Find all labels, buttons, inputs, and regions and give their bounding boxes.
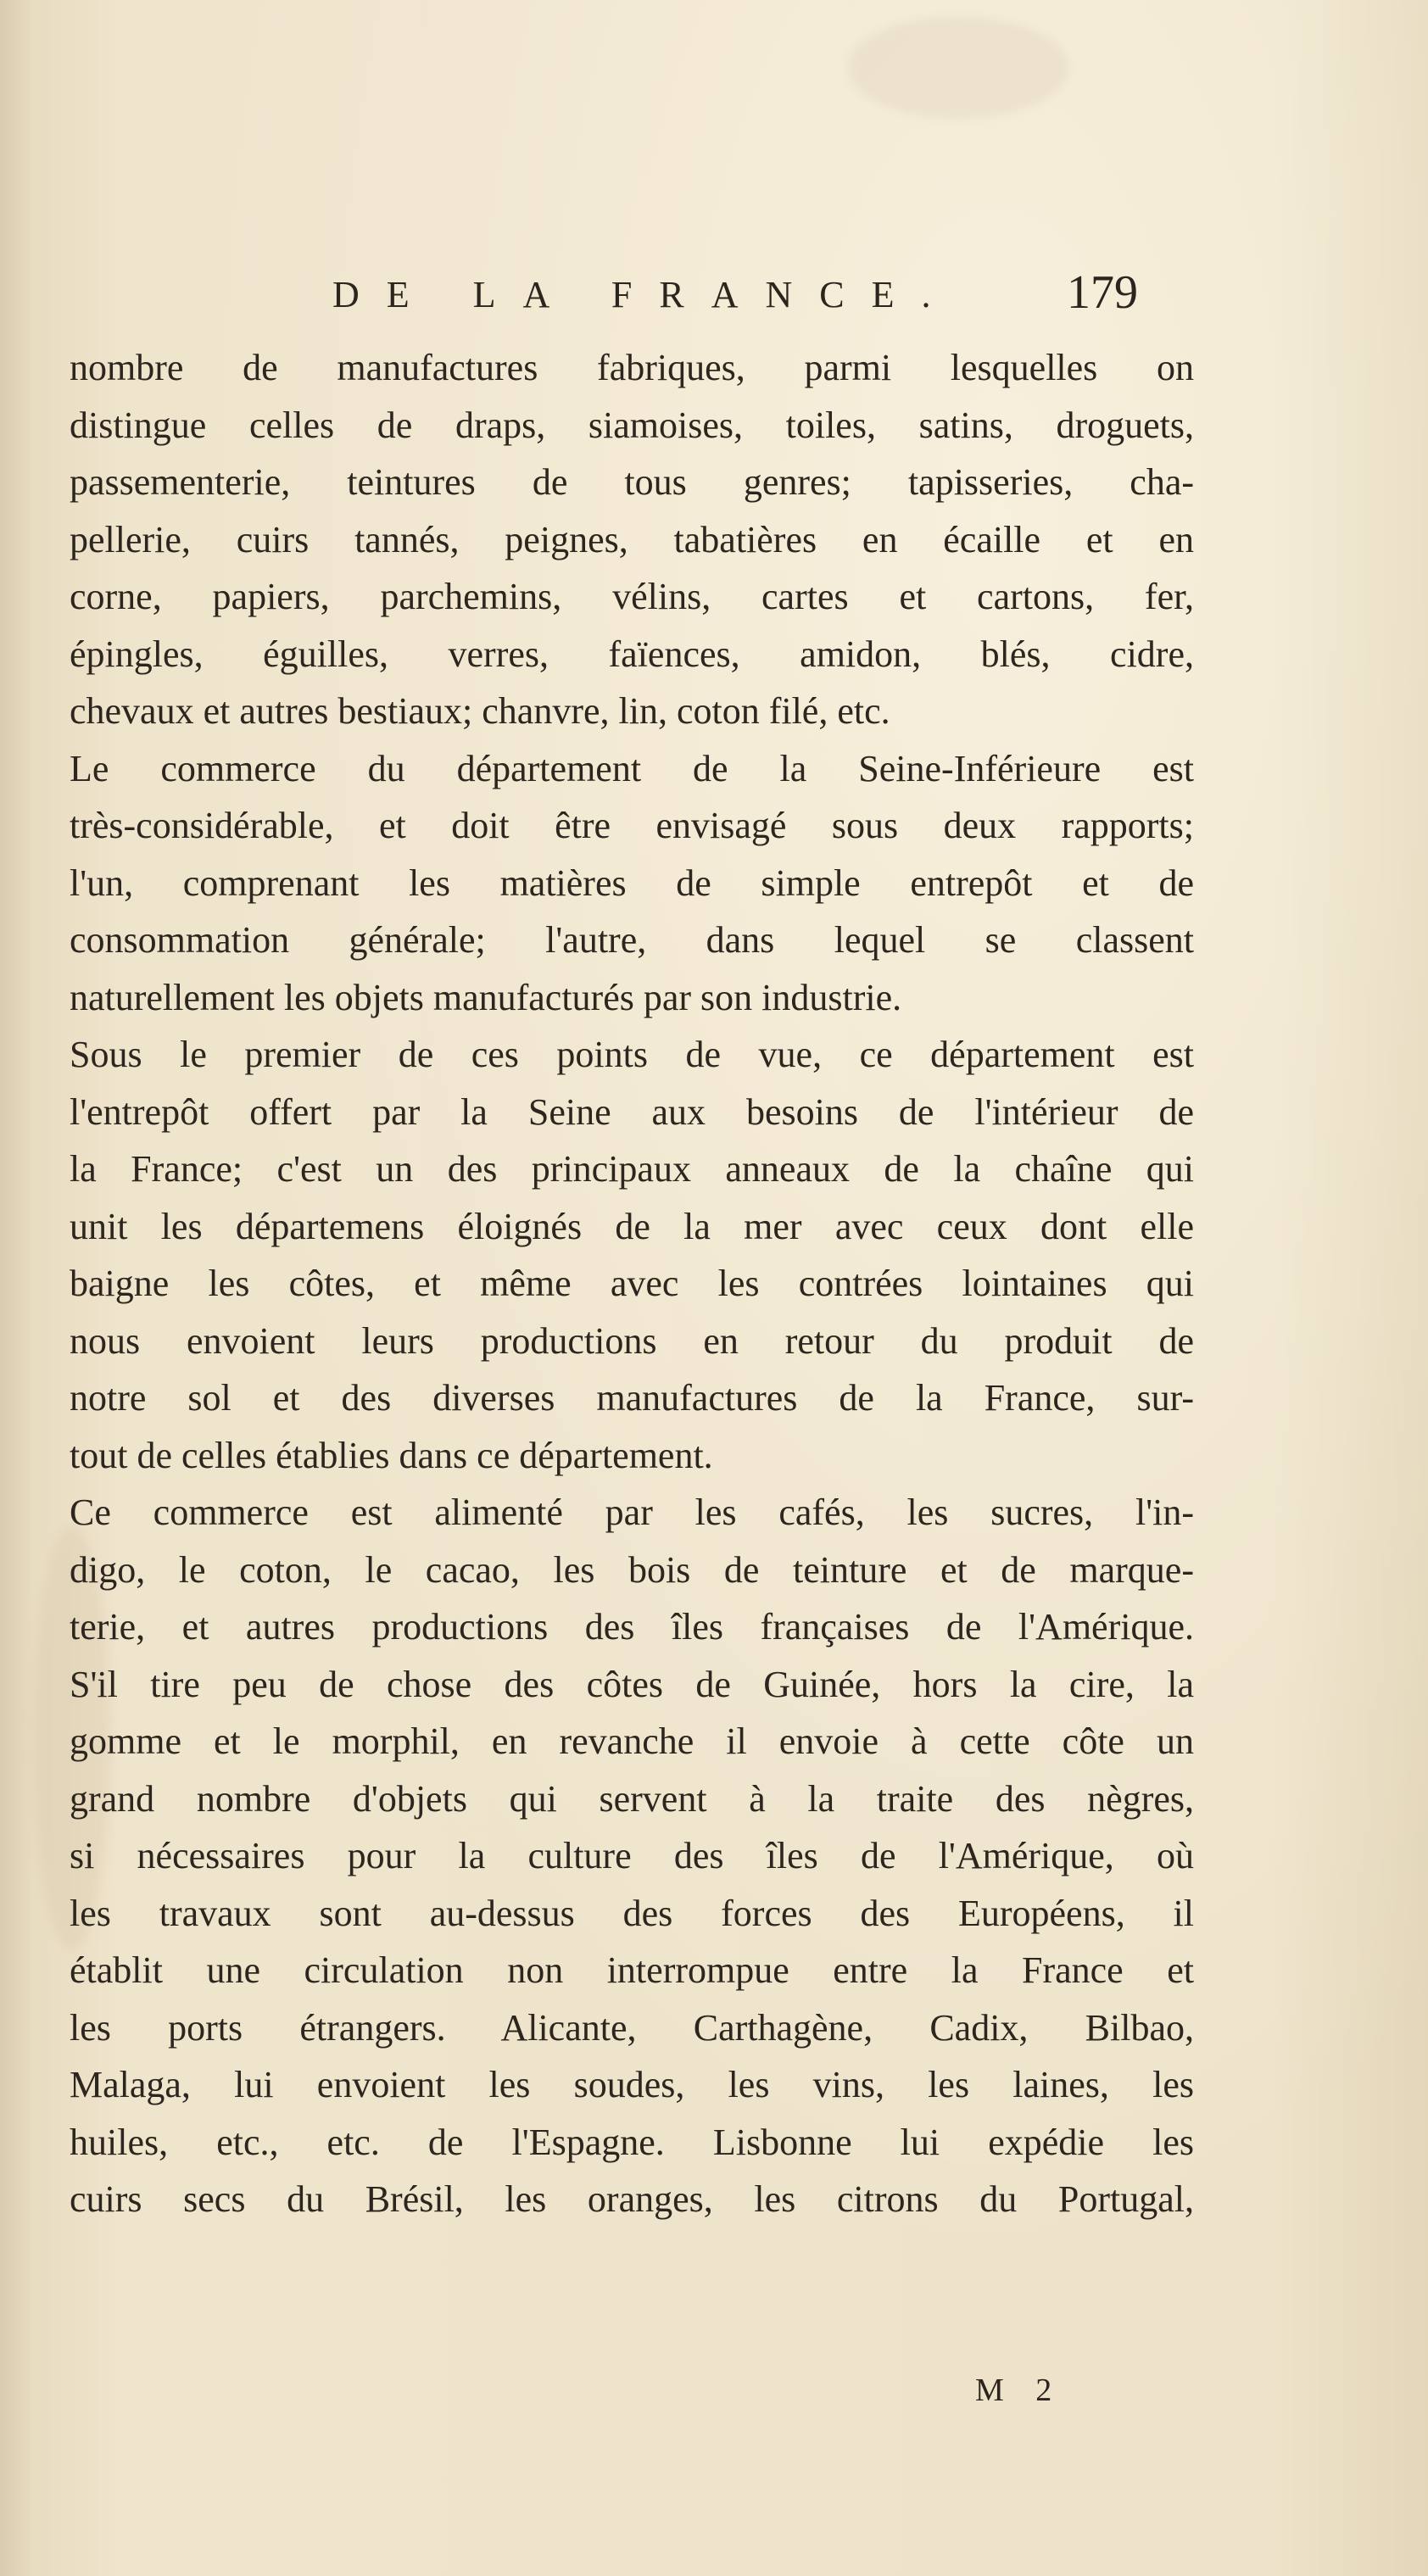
text-line: unit les départemens éloignés de la mer avec ceux dont elle [70, 1205, 1194, 1247]
text-line: Malaga, lui envoient les soudes, les vins, les laines, les [70, 2064, 1194, 2105]
page-number: 179 [1067, 266, 1138, 319]
text-line: huiles, etc., etc. de l'Espagne. Lisbonne lui expédie les [70, 2121, 1194, 2163]
text-line: grand nombre d'objets qui servent à la traite des nègres, [70, 1777, 1194, 1820]
text-line: passementerie, teintures de tous genres; tapisseries, cha- [70, 461, 1194, 503]
text-line: chevaux et autres bestiaux; chanvre, lin, coton filé, etc. [70, 690, 890, 732]
text-line: S'il tire peu de chose des côtes de Guinée, hors la cire, la [70, 1663, 1194, 1705]
text-line: l'entrepôt offert par la Seine aux besoins de l'intérieur de [70, 1090, 1194, 1133]
text-line: gomme et le morphil, en revanche il envoie à cette côte un [70, 1720, 1194, 1762]
text-line: les ports étrangers. Alicante, Carthagène, Cadix, Bilbao, [70, 2006, 1194, 2049]
text-line: nombre de manufactures fabriques, parmi lesquelles on [70, 347, 1194, 388]
text-line: tout de celles établies dans ce département. [70, 1434, 713, 1476]
text-line: corne, papiers, parchemins, vélins, cartes et cartons, fer, [70, 576, 1194, 617]
text-line: distingue celles de draps, siamoises, toiles, satins, droguets, [70, 404, 1194, 446]
text-line: consommation générale; l'autre, dans lequel se classent [70, 919, 1194, 961]
text-line: Sous le premier de ces points de vue, ce département est [70, 1034, 1194, 1075]
text-line: l'un, comprenant les matières de simple entrepôt et de [70, 861, 1194, 904]
running-head [0, 0, 1428, 356]
text-line: pellerie, cuirs tannés, peignes, tabatières en écaille et en [70, 518, 1194, 560]
text-line: épingles, éguilles, verres, faïences, amidon, blés, cidre, [70, 633, 1194, 675]
text-line: naturellement les objets manufacturés par son industrie. [70, 976, 902, 1018]
text-line: digo, le coton, le cacao, les bois de teinture et de marque- [70, 1548, 1194, 1591]
text-line: baigne les côtes, et même avec les contrées lointaines qui [70, 1263, 1194, 1304]
text-line: établit une circulation non interrompue entre la France et [70, 1949, 1194, 1991]
text-line: terie, et autres productions des îles françaises de l'Amérique. [70, 1606, 1194, 1648]
signature-mark: M 2 [975, 2372, 1064, 2408]
text-line: les travaux sont au-dessus des forces des Européens, il [70, 1892, 1194, 1934]
text-line: nous envoient leurs productions en retour du produit de [70, 1319, 1194, 1362]
text-line: très-considérable, et doit être envisagé sous deux rapports; [70, 805, 1194, 846]
text-line: cuirs secs du Brésil, les oranges, les citrons du Portugal, [70, 2178, 1194, 2220]
text-line: la France; c'est un des principaux anneaux de la chaîne qui [70, 1148, 1194, 1190]
text-line: si nécessaires pour la culture des îles de l'Amérique, où [70, 1835, 1194, 1876]
text-line: notre sol et des diverses manufactures de la France, sur- [70, 1377, 1194, 1419]
running-title: DE LA FRANCE. [332, 274, 958, 315]
text-line: Le commerce du département de la Seine-Inférieure est [70, 747, 1194, 789]
body-text [70, 339, 1194, 2366]
text-line: Ce commerce est alimenté par les cafés, les sucres, l'in- [70, 1492, 1194, 1533]
